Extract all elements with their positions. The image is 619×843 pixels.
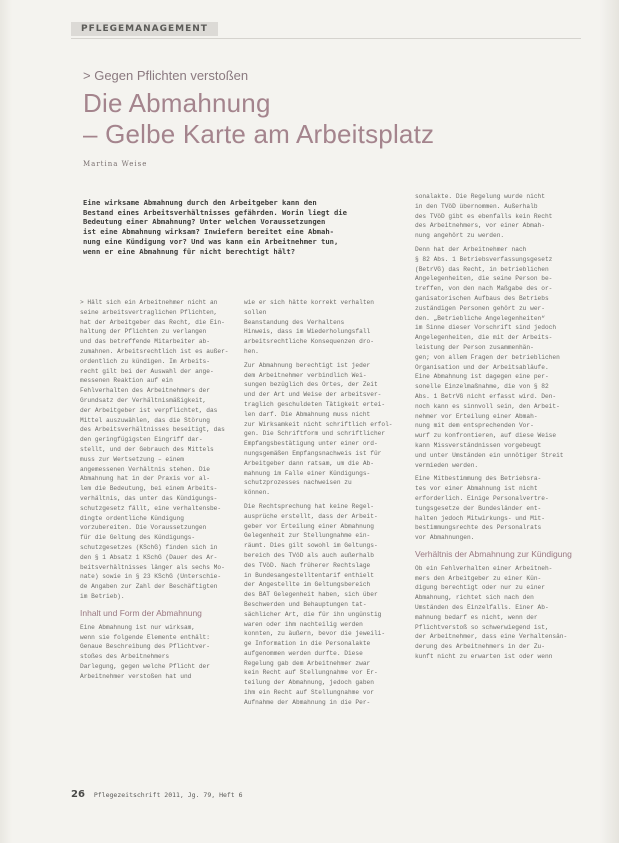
text-line: len darf. Die Abmahnung muss nicht — [244, 410, 371, 418]
text-line: der Angestellte im Geltungsbereich — [244, 581, 371, 589]
text-line: der Arbeitnehmer, dass eine Verhaltensän- — [415, 633, 568, 641]
column2-paragraph2 — [244, 502, 404, 708]
text-line: Eine Abmahnung ist dagegen eine per- — [415, 373, 549, 381]
text-line: den geringfügigsten Eingriff dar- — [80, 436, 203, 444]
text-line: Angelegenheiten, die mit der Arbeits- — [415, 334, 553, 342]
text-line: in Bundesangestelltentarif enthielt — [244, 571, 374, 579]
article-kicker: > Gegen Pflichten verstoßen — [83, 68, 249, 83]
column1-bullets — [80, 642, 236, 681]
text-line: haltung der Pflichten zu verlangen — [80, 328, 207, 336]
text-line: stoßes des Arbeitnehmers — [80, 653, 170, 661]
text-line: Gelegenheit zur Stellungnahme ein- — [244, 532, 371, 540]
text-line: Empfangsbestätigung unter einer ord- — [244, 440, 378, 448]
text-line: zumahnen. Arbeitsrechtlich ist es außer- — [80, 347, 229, 355]
text-line: arbeitsrechtliche Konsequenzen dro- — [244, 338, 374, 346]
text-line: geber vor Erteilung einer Abmahnung — [244, 522, 374, 530]
text-line: nung angehört zu werden. — [415, 232, 505, 240]
text-line: Darlegung, gegen welche Pflicht der — [80, 662, 210, 670]
column1-paragraph2 — [80, 623, 236, 643]
text-line: sonelle Einzelmaßnahme, die von § 82 — [415, 383, 549, 391]
text-line: angemessenen Verhältnis stehen. Die — [80, 465, 210, 473]
text-line: traglich geschuldeten Tätigkeit ertei- — [244, 400, 386, 408]
text-line: sächlicher Art, die für ihn ungünstig — [244, 610, 382, 618]
text-line: dingte ordentliche Kündigung — [80, 514, 184, 522]
text-line: Beschwerden und Behauptungen tat- — [244, 600, 367, 608]
text-line: Beanstandung des Verhaltens — [244, 318, 345, 326]
text-line: mahnung im Falle einer Kündigungs- — [244, 469, 371, 477]
text-line: ordentlich zu kündigen. Im Arbeits- — [80, 357, 210, 365]
text-line: wie er sich hätte korrekt verhalten — [244, 299, 374, 306]
text-line: (BetrVG) das Recht, in betrieblichen — [415, 265, 549, 273]
text-line: räumt. Dies gilt sowohl im Geltungs- — [244, 542, 378, 550]
text-line: gen; von allem Fragen der betrieblichen — [415, 353, 560, 361]
text-line: kann Missverständnissen vorgebeugt — [415, 441, 542, 449]
text-line: Genaue Beschreibung des Pflichtver- — [80, 643, 210, 651]
text-line: Umständen des Einzelfalls. Einer Ab- — [415, 604, 549, 612]
article-author: Martina Weise — [83, 160, 148, 168]
text-line: wurf zu konfrontieren, auf diese Weise — [415, 432, 557, 440]
text-line: konnten, zu äußern, bevor die jeweili- — [244, 630, 386, 638]
text-line: mahnung bedarf es nicht, wenn der — [415, 613, 538, 621]
text-line: und das betreffende Mitarbeiter ab- — [80, 338, 210, 346]
text-line: lem die Bedeutung, bei einem Arbeits- — [80, 485, 218, 493]
text-line: Abmahnung hat in der Praxis vor al- — [80, 475, 210, 483]
text-line: in den TVöD übernommen. Außerhalb — [415, 202, 538, 210]
text-line: leistung der Person zusammenhän- — [415, 343, 534, 351]
text-column-1 — [80, 298, 236, 681]
text-line: Angelegenheiten, die seine Person be- — [415, 275, 553, 283]
text-line: aufgenommen werden durfte. Diese — [244, 649, 363, 657]
journal-citation: Pflegezeitschrift 2011, Jg. 79, Heft 6 — [93, 791, 243, 799]
text-line: wenn sie folgende Elemente enthält: — [80, 633, 210, 641]
text-line: Arbeitnehmer verstoßen hat und — [80, 672, 192, 680]
text-line: des BAT Gelegenheit haben, sich über — [244, 591, 378, 599]
text-line: nung mit dem entsprechenden Vor- — [415, 422, 534, 430]
column3-paragraph1 — [415, 192, 581, 241]
text-line: Aufnahme der Abmahnung in die Per- — [244, 698, 371, 706]
text-line: schutzgesetz fällt, eine verhaltensbe- — [80, 504, 222, 512]
text-line: nate) sowie in § 23 KSchG (Unterschie- — [80, 573, 222, 581]
text-line: Abmahnung, richtet sich nach den — [415, 594, 534, 602]
article-title-line2: – Gelbe Karte am Arbeitsplatz — [83, 119, 435, 149]
text-line: ihm ein Recht auf Stellungnahme vor — [244, 689, 374, 697]
text-column-3 — [415, 192, 581, 662]
column1-paragraph1 — [80, 298, 236, 602]
text-line: Eine Abmahnung ist nur wirksam, — [80, 623, 196, 631]
lead-line: Bedeutung einer Abmahnung? Unter welchen Voraussetzungen — [83, 217, 326, 227]
text-line: des Arbeitsverhältnisses beseitigt, das — [80, 426, 225, 434]
text-line: vor Abmahnungen. — [415, 534, 475, 542]
text-line: bereich des TVöD als auch außerhalb — [244, 551, 374, 559]
text-line: schutzprozesses nachweisen zu — [244, 479, 352, 487]
text-line: treffen, von den nach Maßgabe des or- — [415, 285, 553, 293]
article-lead — [83, 198, 413, 256]
text-line: ausprüche erstellt, dass der Arbeit- — [244, 512, 378, 520]
column2-bullets — [244, 298, 404, 357]
text-line: beitsverhältnisses länger als sechs Mo- — [80, 563, 225, 571]
text-line: schutzgesetzes (KSchG) finden sich in — [80, 543, 218, 551]
text-line: de Angaben zur Zahl der Beschäftigten — [80, 583, 218, 591]
text-line: ge Information in die Personalakte — [244, 640, 371, 648]
page-footer — [71, 789, 243, 800]
text-line: Fehlverhalten des Arbeitnehmers der — [80, 387, 210, 395]
text-line: hat der Arbeitgeber das Recht, die Ein- — [80, 318, 225, 326]
text-line: erforderlich. Einige Personalvertre- — [415, 494, 549, 502]
column3-paragraph2 — [415, 245, 581, 470]
text-line: Zur Abmahnung berechtigt ist jeder — [244, 361, 371, 369]
text-line: und unter Umständen ein unnötiger Streit — [415, 451, 564, 459]
text-line: Eine Mitbestimmung des Betriebsra- — [415, 475, 542, 483]
text-line: zur Wirksamkeit nicht schriftlich erfol- — [244, 420, 393, 428]
lead-line: nung eine Kündigung vor? Und was kann ein Arbeitnehmer tun, — [83, 236, 339, 246]
text-line: nungsgemäßen Empfangsnachweis ist für — [244, 449, 382, 457]
text-line: Arbeitgeber dann ratsam, um die Ab- — [244, 459, 374, 467]
text-line: hen. — [244, 347, 259, 355]
text-line: messenen Reaktion auf ein — [80, 377, 173, 385]
text-line: recht gilt bei der Auswahl der ange- — [80, 367, 214, 375]
section-header — [71, 22, 581, 39]
text-line: für die Geltung des Kündigungs- — [80, 534, 196, 542]
text-line: des TVöD gibt es ebenfalls kein Recht — [415, 212, 553, 220]
text-line: kein Recht auf Stellungnahme vor Er- — [244, 669, 378, 677]
text-line: Grundsatz der Verhältnismäßigkeit, — [80, 396, 207, 404]
column3-paragraph4 — [415, 564, 581, 662]
text-line: den. „Betriebliche Angelegenheiten“ — [415, 314, 545, 322]
text-column-2 — [244, 298, 404, 708]
lead-line: ist eine Abmahnung wirksam? Inwiefern bereitet eine Abmah- — [83, 227, 334, 237]
text-line: kunft nicht zu erwarten ist oder wenn — [415, 653, 553, 661]
lead-line: Bestand eines Arbeitsverhältnisses gefährden. Worin liegt die — [83, 207, 347, 217]
text-line: nehmer vor Erteilung einer Abmah- — [415, 412, 538, 420]
text-line: gen. Die Schriftform und schriftlicher — [244, 430, 386, 438]
text-line: Organisation und der Arbeitsabläufe. — [415, 363, 549, 371]
text-line: stellt, und der Gebrauch des Mittels — [80, 445, 214, 453]
text-line: im Sinne dieser Vorschrift sind jedoch — [415, 324, 557, 332]
text-line: Hinweis, dass im Wiederholungsfall — [244, 328, 371, 336]
column2-paragraph1 — [244, 361, 404, 498]
text-line: sungen bezüglich des Ortes, der Zeit — [244, 381, 378, 389]
text-line: Regelung gab dem Arbeitnehmer zwar — [244, 659, 371, 667]
text-line: zuständigen Personen gehört zu wer- — [415, 304, 545, 312]
text-line: waren oder ihm nachteilig werden — [244, 620, 363, 628]
page-number: 26 — [71, 789, 85, 800]
text-line: halten jedoch Mitwirkungs- und Mit- — [415, 514, 545, 522]
text-line: § 82 Abs. 1 Betriebsverfassungsgesetz — [415, 255, 553, 263]
text-line: dem Arbeitnehmer verbindlich Wei- — [244, 371, 367, 379]
text-line: muss zur Wertsetzung – einem — [80, 455, 184, 463]
article-title-line1: Die Abmahnung — [83, 88, 271, 118]
lead-line: Eine wirksame Abmahnung durch den Arbeitgeber kann den — [83, 198, 317, 207]
text-line: den § 1 Absatz 1 KSchG (Dauer des Ar- — [80, 553, 218, 561]
text-line: ganisatorischen Aufbaus des Betriebs — [415, 294, 549, 302]
text-line: sonalakte. Die Regelung wurde nicht — [415, 193, 545, 200]
text-line: mers den Arbeitgeber zu einer Kün- — [415, 574, 542, 582]
text-line: > Hält sich ein Arbeitnehmer nicht an — [80, 299, 218, 306]
text-line: noch kann es sinnvoll sein, den Arbeit- — [415, 402, 560, 410]
text-line: der Arbeitgeber ist verpflichtet, das — [80, 406, 218, 414]
text-line: seine arbeitsvertraglichen Pflichten, — [80, 308, 218, 316]
text-line: teilung der Abmahnung, jedoch gaben — [244, 679, 374, 687]
section-label: PFLEGEMANAGEMENT — [71, 22, 218, 36]
text-line: Mittel auszuwählen, das die Störung — [80, 416, 210, 424]
text-line: Die Rechtsprechung hat keine Regel- — [244, 502, 374, 510]
text-line: derung des Arbeitnehmers in der Zu- — [415, 643, 545, 651]
text-line: verhältnis, das unter das Kündigungs- — [80, 494, 218, 502]
text-line: Denn hat der Arbeitnehmer nach — [415, 245, 527, 253]
text-line: sollen — [244, 308, 267, 316]
text-line: Pflichtverstoß so schwerwiegend ist, — [415, 623, 549, 631]
text-line: des TVöD. Nach früherer Rechtslage — [244, 561, 371, 569]
text-line: und der Art und Weise der arbeitsver- — [244, 391, 382, 399]
text-line: bestimmungsrechte des Personalrats — [415, 524, 542, 532]
text-line: des Arbeitnehmers, vor einer Abmah- — [415, 222, 545, 230]
text-line: im Betrieb). — [80, 592, 125, 600]
text-line: Ob ein Fehlverhalten einer Arbeitneh- — [415, 564, 553, 572]
text-line: tes vor einer Abmahnung ist nicht — [415, 485, 538, 493]
text-line: digung berechtigt oder nur zu einer — [415, 584, 545, 592]
text-line: Abs. 1 BetrVG nicht erfasst wird. Den- — [415, 392, 557, 400]
text-line: tungsgesetze der Bundesländer ent- — [415, 504, 542, 512]
text-line: vermieden werden. — [415, 461, 479, 469]
text-line: vorzubereiten. Die Voraussetzungen — [80, 524, 207, 532]
column3-paragraph3 — [415, 474, 581, 543]
section-heading: Verhältnis der Abmahnung zur Kündigung — [415, 548, 572, 559]
lead-line: wenn er eine Abmahnung für nicht berechtigt hält? — [83, 246, 296, 256]
text-line: können. — [244, 489, 270, 497]
section-heading: Inhalt und Form der Abmahnung — [80, 607, 202, 618]
